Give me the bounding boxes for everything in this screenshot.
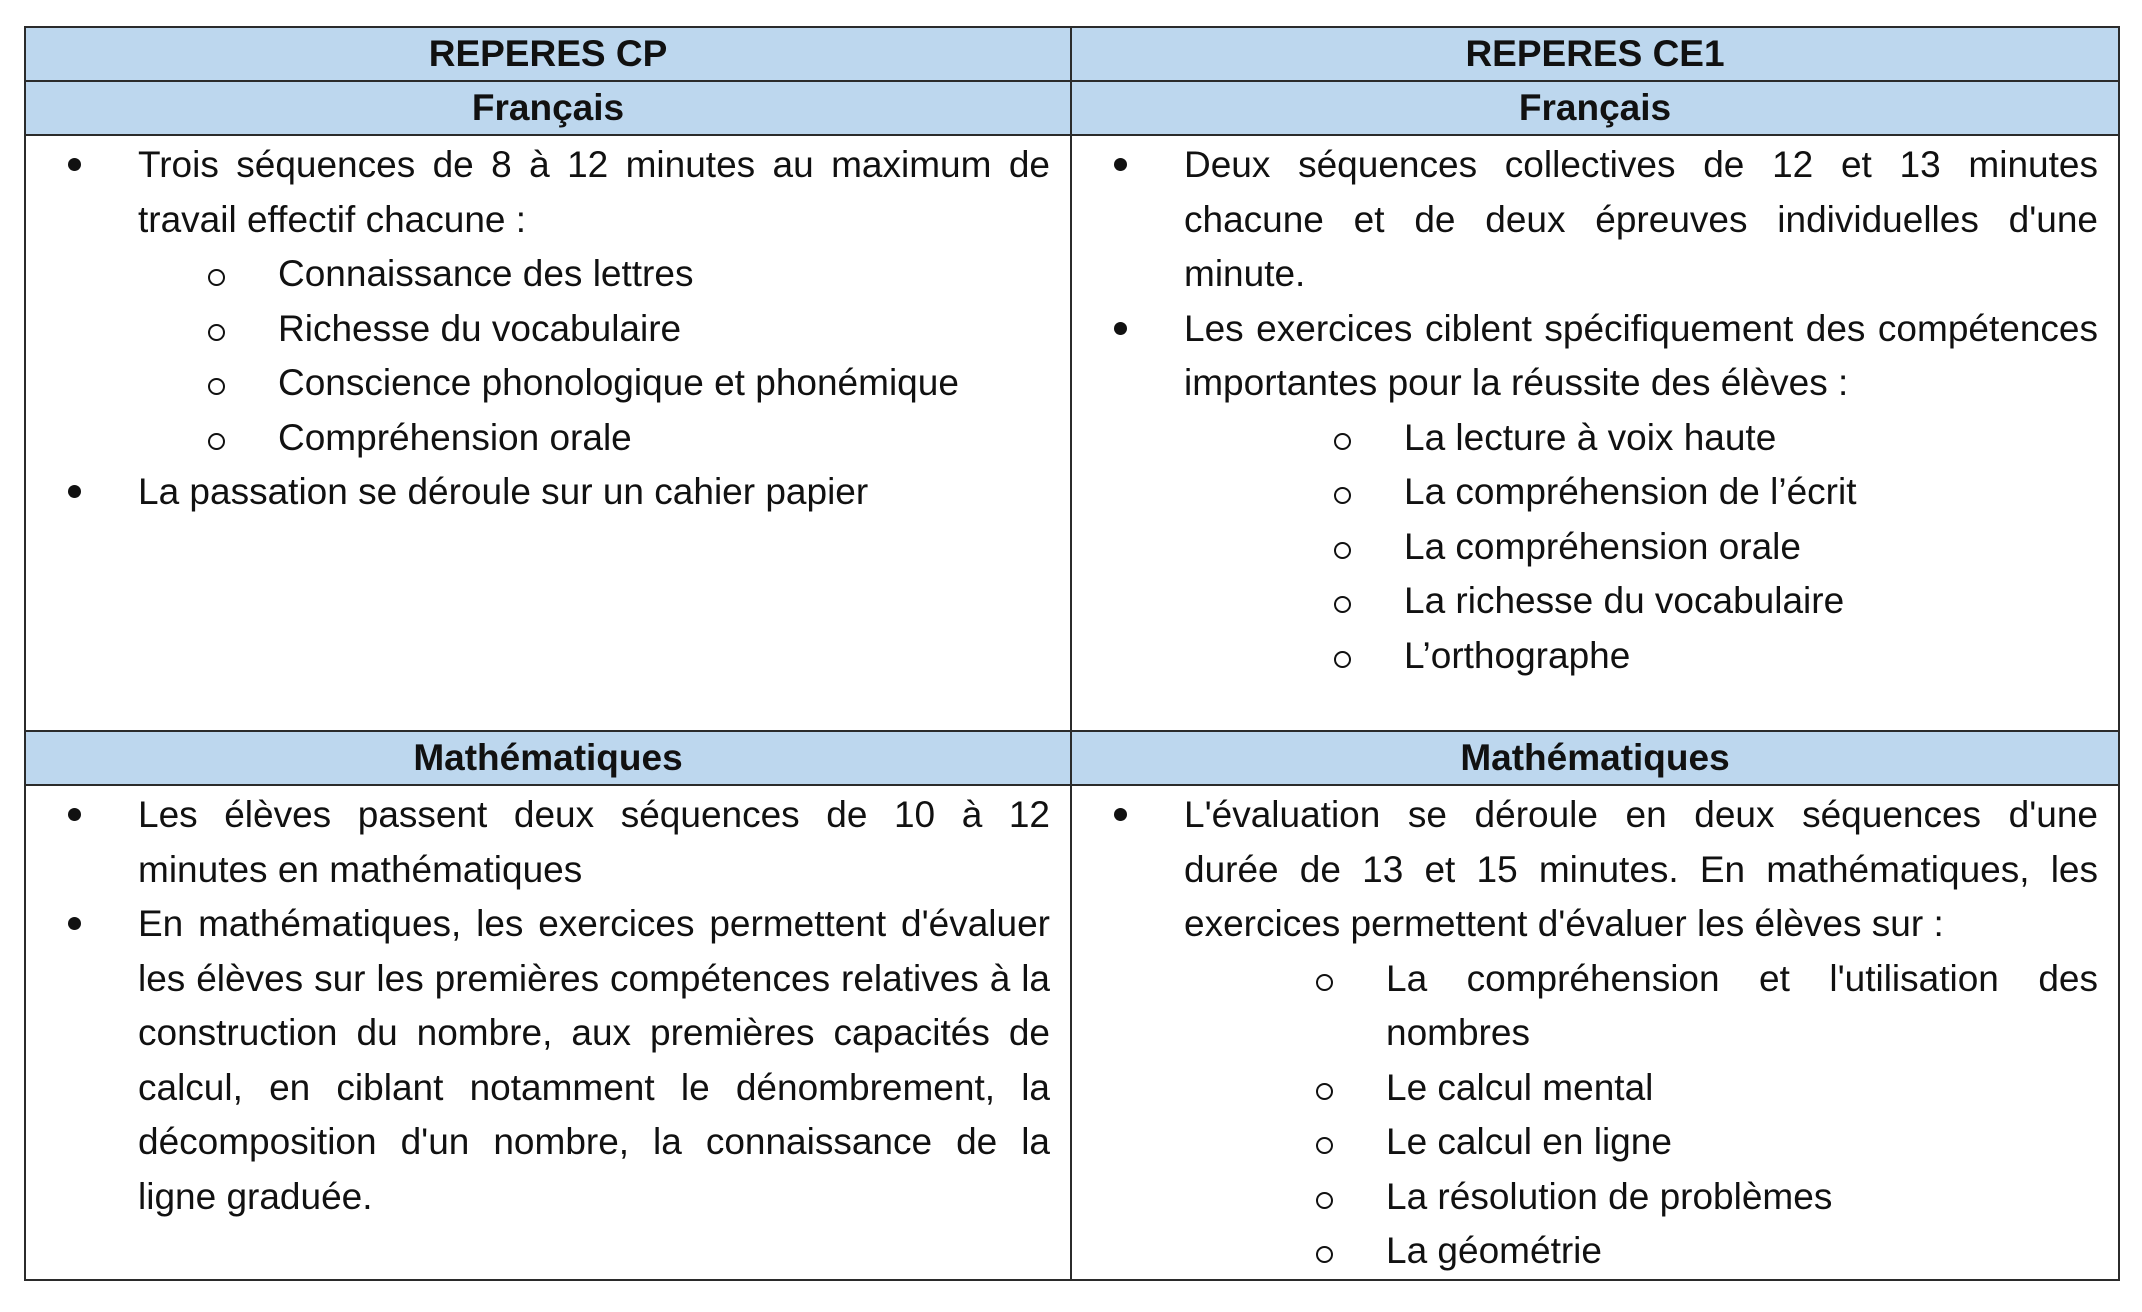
bullet-icon [1114,322,1127,335]
mathematiques-cp-cell [25,785,1071,1280]
list-item-text: En mathématiques, les exercices permettent d'évaluer les élèves sur les premières compétences relatives à la construction du nombre, aux premières capacités de calcul, en ciblant notamment le dénombrement, la décomposition d'un nombre, la connaissance de la ligne graduée. [138,903,1050,1217]
circle-bullet-icon [1334,596,1351,613]
sub-list-item-text: Le calcul en ligne [1386,1121,1672,1162]
list-item [1072,138,2098,302]
circle-bullet-icon [208,324,225,341]
bullet-icon [1114,158,1127,171]
circle-bullet-icon [1334,433,1351,450]
circle-bullet-icon [1334,487,1351,504]
sub-list-item [1072,411,2098,466]
section-mathematiques-cp: Mathématiques [25,731,1071,785]
sub-list-item [1072,952,2098,1061]
francais-cp-list [26,138,1050,520]
list-item [26,465,1050,520]
sub-list-item [26,411,1050,466]
sub-list-item-text: Connaissance des lettres [278,253,694,294]
section-francais-ce1: Français [1071,81,2119,135]
circle-bullet-icon [1316,1083,1333,1100]
list-item-text: Les exercices ciblent spécifiquement des compétences importantes pour la réussite des élèves : [1184,307,2098,403]
sub-list-item-text: Le calcul mental [1386,1066,1654,1108]
sub-list-item-text: Conscience phonologique et phonémique [278,362,959,403]
list-item [1072,788,2098,1279]
sub-list-item [26,356,1050,411]
francais-ce1-list [1072,138,2098,683]
circle-bullet-icon [1334,542,1351,559]
reperes-table [24,26,2120,1281]
sub-list-item-text: La lecture à voix haute [1404,416,1777,458]
list-item-text: L'évaluation se déroule en deux séquences d'une durée de 13 et 15 minutes. En mathématiques, les exercices permettent d'évaluer les élèves sur : [1184,794,2098,944]
circle-bullet-icon [208,378,225,395]
sub-list [1184,952,2098,1279]
sub-list-item [1072,1170,2098,1225]
sub-list-item [1072,520,2098,575]
mathematiques-ce1-list [1072,788,2098,1279]
mathematiques-cp-list [26,788,1050,1224]
sub-list-item-text: La résolution de problèmes [1386,1175,1833,1217]
list-item-text: Deux séquences collectives de 12 et 13 minutes chacune et de deux épreuves individuelles d'une minute. [1184,144,2098,294]
mathematiques-body-row [25,785,2119,1280]
sub-list-item [1072,465,2098,520]
list-item [26,138,1050,465]
sub-list-item [1072,574,2098,629]
header-cp: REPERES CP [25,27,1071,81]
sub-list-item-text: Richesse du vocabulaire [278,307,682,349]
list-item-text: La passation se déroule sur un cahier papier [138,471,869,512]
header-row [25,27,2119,81]
list-item [26,897,1050,1224]
circle-bullet-icon [208,269,225,286]
sub-list-item [1072,1061,2098,1116]
header-ce1: REPERES CE1 [1071,27,2119,81]
sub-list-item [1072,629,2098,684]
sub-list-item-text: Compréhension orale [278,416,632,458]
sub-list-item-text: L’orthographe [1404,634,1631,676]
sub-list-item [1072,1115,2098,1170]
bullet-icon [68,485,81,498]
circle-bullet-icon [208,433,225,450]
circle-bullet-icon [1316,1246,1333,1263]
section-row-mathematiques [25,731,2119,785]
sub-list-item-text: La compréhension orale [1404,525,1801,567]
francais-ce1-cell [1071,135,2119,731]
list-item-text: Les élèves passent deux séquences de 10 à 12 minutes en mathématiques [138,794,1050,890]
sub-list [138,247,1050,465]
sub-list-item-text: La compréhension et l'utilisation des nombres [1386,957,2098,1053]
sub-list-item-text: La géométrie [1386,1230,1602,1271]
list-item-text: Trois séquences de 8 à 12 minutes au maximum de travail effectif chacune : [138,144,1050,240]
list-item [1072,302,2098,684]
list-item [26,788,1050,897]
circle-bullet-icon [1316,1137,1333,1154]
section-row-francais [25,81,2119,135]
sub-list-item-text: La richesse du vocabulaire [1404,580,1845,621]
bullet-icon [1114,808,1127,821]
bullet-icon [68,158,81,171]
bullet-icon [68,808,81,821]
section-mathematiques-ce1: Mathématiques [1071,731,2119,785]
mathematiques-ce1-cell [1071,785,2119,1280]
circle-bullet-icon [1316,1192,1333,1209]
sub-list-item [26,302,1050,357]
sub-list-item [1072,1224,2098,1279]
bullet-icon [68,917,81,930]
circle-bullet-icon [1316,974,1333,991]
sub-list-item-text: La compréhension de l’écrit [1404,471,1857,512]
francais-body-row [25,135,2119,731]
section-francais-cp: Français [25,81,1071,135]
sub-list [1184,411,2098,684]
sub-list-item [26,247,1050,302]
francais-cp-cell [25,135,1071,731]
circle-bullet-icon [1334,651,1351,668]
